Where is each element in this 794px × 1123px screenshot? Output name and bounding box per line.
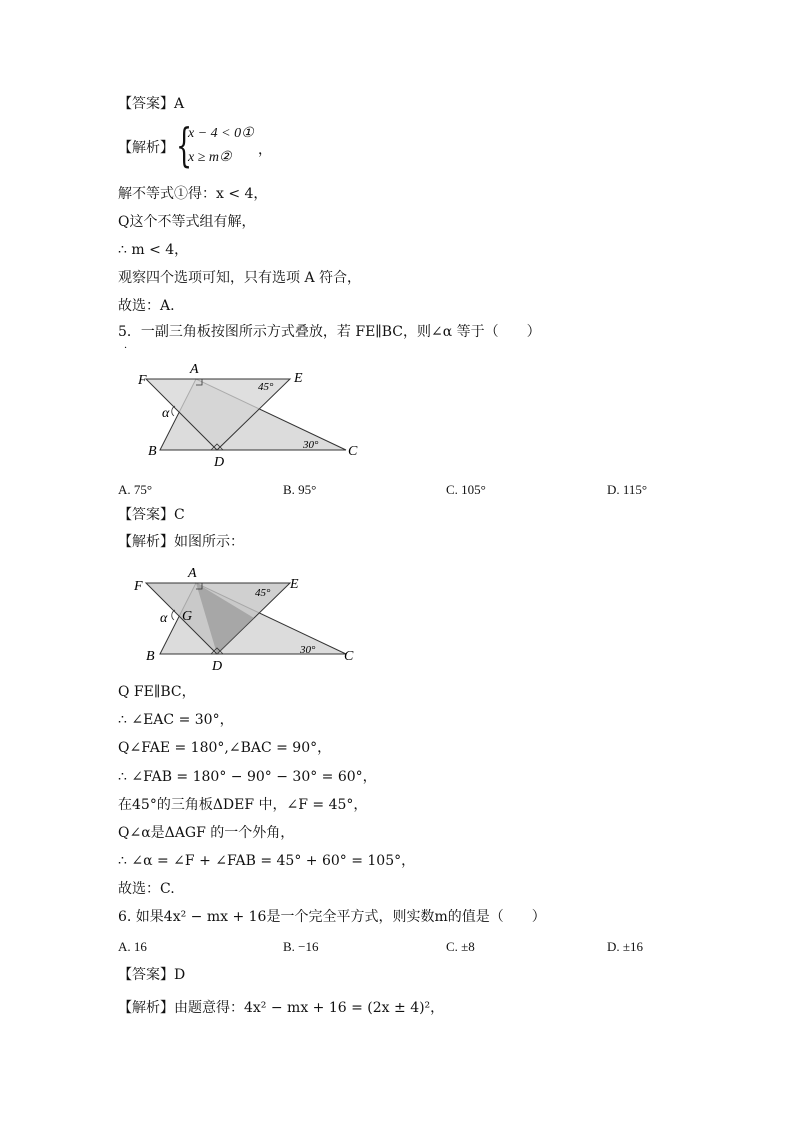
- label-c: C: [344, 649, 354, 664]
- q5-line-4: ∴ ∠FAB = 180° − 90° − 30° = 60°，: [118, 769, 377, 785]
- q6-option-d: D. ±16: [607, 939, 644, 954]
- q4-analysis-label: [118, 138, 174, 158]
- answer-label: 【答案】: [118, 96, 174, 112]
- answer-label: 【答案】: [118, 507, 174, 523]
- system-line-2: x ≥ m②: [188, 150, 232, 165]
- q4-line-3: ∴ m < 4，: [118, 242, 189, 258]
- label-d: D: [212, 659, 223, 674]
- q6-option-b: B. −16: [283, 939, 319, 954]
- q4-line-5: 故选：A.: [118, 298, 175, 314]
- answer-value: A: [174, 96, 185, 112]
- analysis-intro-text: 如图所示：: [174, 534, 244, 550]
- label-alpha: α: [160, 611, 168, 626]
- label-45: 45°: [255, 587, 271, 599]
- q6-option-a: A. 16: [118, 939, 147, 954]
- answer-value: C: [174, 507, 185, 523]
- label-f: F: [134, 579, 143, 594]
- analysis-label: 【解析】: [118, 140, 174, 156]
- answer-label: 【答案】: [118, 967, 174, 983]
- q5-line-7: ∴ ∠α = ∠F + ∠FAB = 45° + 60° = 105°，: [118, 853, 416, 869]
- q6-option-c: C. ±8: [446, 939, 475, 954]
- q5-option-c: C. 105°: [446, 482, 486, 497]
- system-tail: ，: [258, 142, 272, 158]
- q6-stem: 6. 如果4x² − mx + 16是一个完全平方式，则实数m的值是（ ）: [118, 909, 546, 925]
- q5-stem: 5．一副三角板按图所示方式叠放，若 FE∥BC，则∠α 等于（ ）: [118, 324, 541, 340]
- q5-line-1: Q FE∥BC，: [118, 684, 196, 700]
- q5-line-3: Q∠FAE = 180°,∠BAC = 90°，: [118, 740, 332, 756]
- q5-analysis-intro: [118, 532, 244, 552]
- q5-line-8: 故选：C.: [118, 881, 175, 897]
- q5-option-b: B. 95°: [283, 482, 317, 497]
- q5-solution-figure: [130, 564, 370, 674]
- q4-line-1: 解不等式①得：x < 4，: [118, 186, 268, 202]
- analysis-text: 由题意得：4x² − mx + 16 = (2x ± 4)²，: [174, 1000, 445, 1016]
- q5-figure: [130, 360, 370, 470]
- label-c: C: [348, 444, 358, 459]
- label-b: B: [148, 444, 157, 459]
- q4-answer: [118, 94, 184, 114]
- label-30: 30°: [303, 439, 319, 451]
- label-b: B: [146, 649, 155, 664]
- q6-analysis: [118, 998, 444, 1018]
- label-alpha: α: [162, 406, 170, 421]
- q4-line-4: 观察四个选项可知，只有选项 A 符合，: [118, 270, 362, 286]
- label-e: E: [290, 577, 299, 592]
- answer-value: D: [174, 967, 186, 983]
- q5-option-a: A. 75°: [118, 482, 153, 497]
- analysis-label: 【解析】: [118, 534, 174, 550]
- q5-stem-dot: ．: [124, 340, 134, 351]
- q5-line-5: 在45°的三角板ΔDEF 中，∠F = 45°，: [118, 797, 368, 813]
- q5-option-d: D. 115°: [607, 482, 648, 497]
- label-30: 30°: [300, 644, 316, 656]
- q4-line-2: Q这个不等式组有解，: [118, 214, 256, 230]
- system-line-1: x − 4 < 0①: [188, 126, 254, 141]
- label-e: E: [294, 371, 303, 386]
- label-f: F: [138, 373, 147, 388]
- label-g: G: [182, 609, 193, 624]
- q6-answer: [118, 965, 185, 985]
- q5-line-2: ∴ ∠EAC = 30°，: [118, 712, 234, 728]
- label-a: A: [190, 362, 199, 377]
- label-a: A: [188, 566, 197, 581]
- q5-answer: [118, 505, 185, 525]
- system-brace: {: [176, 118, 193, 172]
- label-45: 45°: [258, 381, 274, 393]
- label-d: D: [214, 455, 225, 470]
- analysis-label: 【解析】: [118, 1000, 174, 1016]
- q5-line-6: Q∠α是ΔAGF 的一个外角，: [118, 825, 295, 841]
